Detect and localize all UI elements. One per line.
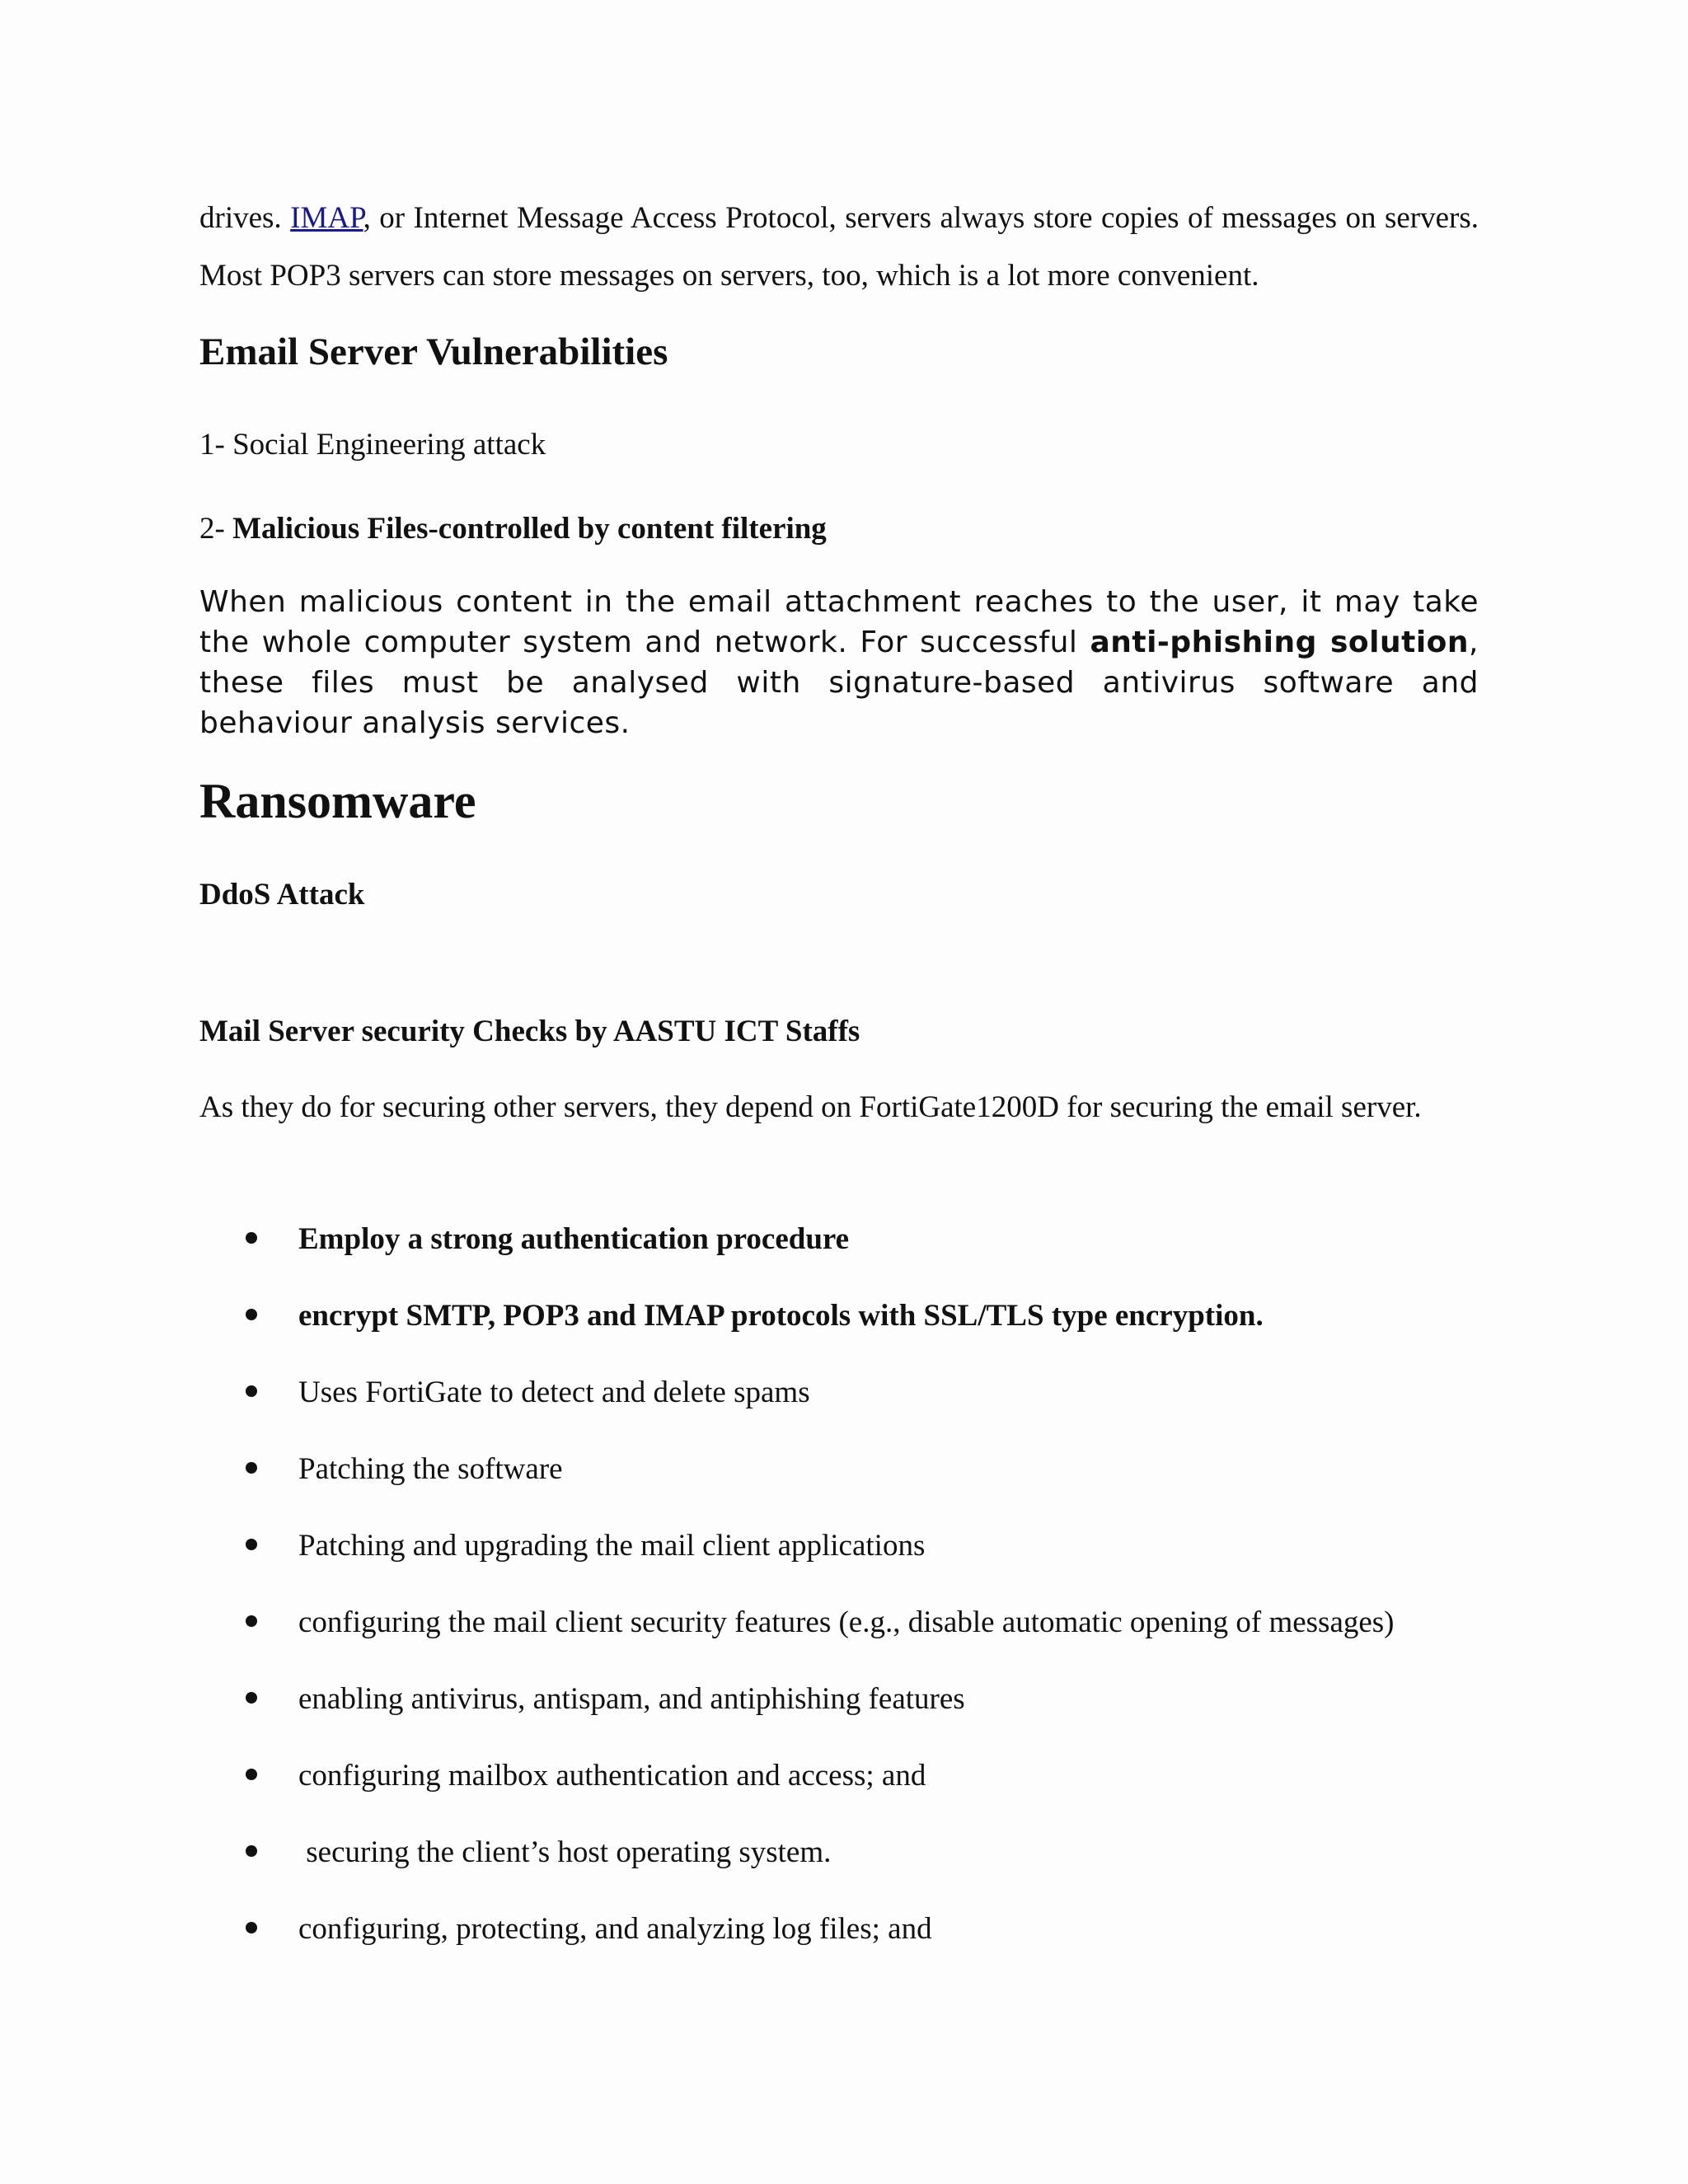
list-item xyxy=(199,1445,1518,1521)
list-item-text: Patching and upgrading the mail client applications xyxy=(298,1529,926,1563)
malicious-paragraph xyxy=(199,582,1479,743)
list-item xyxy=(199,1291,1518,1368)
bullet-icon xyxy=(246,1232,257,1244)
list-item-text: Uses FortiGate to detect and delete spams xyxy=(298,1376,810,1409)
list-item-text: encrypt SMTP, POP3 and IMAP protocols with SSL/TLS type encryption. xyxy=(298,1299,1264,1333)
bullet-icon xyxy=(246,1692,257,1704)
item-malicious-prefix: 2- xyxy=(199,512,233,546)
bullet-icon xyxy=(246,1845,257,1857)
bullet-icon xyxy=(246,1539,257,1550)
anti-phishing-bold: anti-phishing solution xyxy=(1090,626,1470,659)
imap-link[interactable]: IMAP xyxy=(290,201,363,235)
bullet-icon xyxy=(246,1769,257,1780)
malicious-after: , these files must be analysed with signature-based antivirus software and behaviour analysis services. xyxy=(199,626,1479,740)
heading-checks: Mail Server security Checks by AASTU ICT Staffs xyxy=(199,1015,860,1048)
heading-ransomware: Ransomware xyxy=(199,774,476,828)
heading-ddos: DdoS Attack xyxy=(199,878,365,912)
bullet-icon xyxy=(246,1615,257,1627)
list-item-text: Patching the software xyxy=(298,1452,563,1486)
intro-paragraph xyxy=(199,190,1479,305)
bullet-icon xyxy=(246,1922,257,1933)
list-item xyxy=(199,1598,1518,1675)
list-item xyxy=(199,1521,1518,1598)
list-item xyxy=(199,1828,1518,1905)
list-item xyxy=(199,1368,1518,1445)
list-item xyxy=(199,1675,1518,1751)
intro-lead: drives. xyxy=(199,201,291,235)
security-checks-list xyxy=(199,1215,1518,1981)
item-malicious-bold: Malicious Files-controlled by content filtering xyxy=(232,512,827,546)
item-social-engineering: 1- Social Engineering attack xyxy=(199,428,546,462)
checks-paragraph: As they do for securing other servers, they depend on FortiGate1200D for securing the email server. xyxy=(199,1090,1422,1124)
list-item-text: Employ a strong authentication procedure xyxy=(298,1222,850,1256)
item-malicious-files xyxy=(199,511,827,546)
list-item xyxy=(199,1215,1518,1291)
intro-rest: , or Internet Message Access Protocol, servers always store copies of messages on servers. Most POP3 servers can store messages on servers, too, which is a lot more convenient. xyxy=(199,201,1479,293)
list-item-text: configuring, protecting, and analyzing log files; and xyxy=(298,1912,932,1946)
bullet-icon xyxy=(246,1385,257,1397)
list-item-text: enabling antivirus, antispam, and antiphishing features xyxy=(298,1682,965,1716)
list-item xyxy=(199,1905,1518,1981)
bullet-icon xyxy=(246,1462,257,1474)
malicious-before: When malicious content in the email attachment reaches to the user, it may take the whole computer system and network. For successful xyxy=(199,585,1479,659)
list-item-text: configuring the mail client security features (e.g., disable automatic opening of messages) xyxy=(298,1605,1395,1639)
bullet-icon xyxy=(246,1309,257,1320)
list-item-text: configuring mailbox authentication and access; and xyxy=(298,1759,926,1793)
list-item xyxy=(199,1751,1518,1828)
list-item-text: securing the client’s host operating system. xyxy=(298,1835,832,1869)
heading-vulnerabilities: Email Server Vulnerabilities xyxy=(199,330,668,373)
